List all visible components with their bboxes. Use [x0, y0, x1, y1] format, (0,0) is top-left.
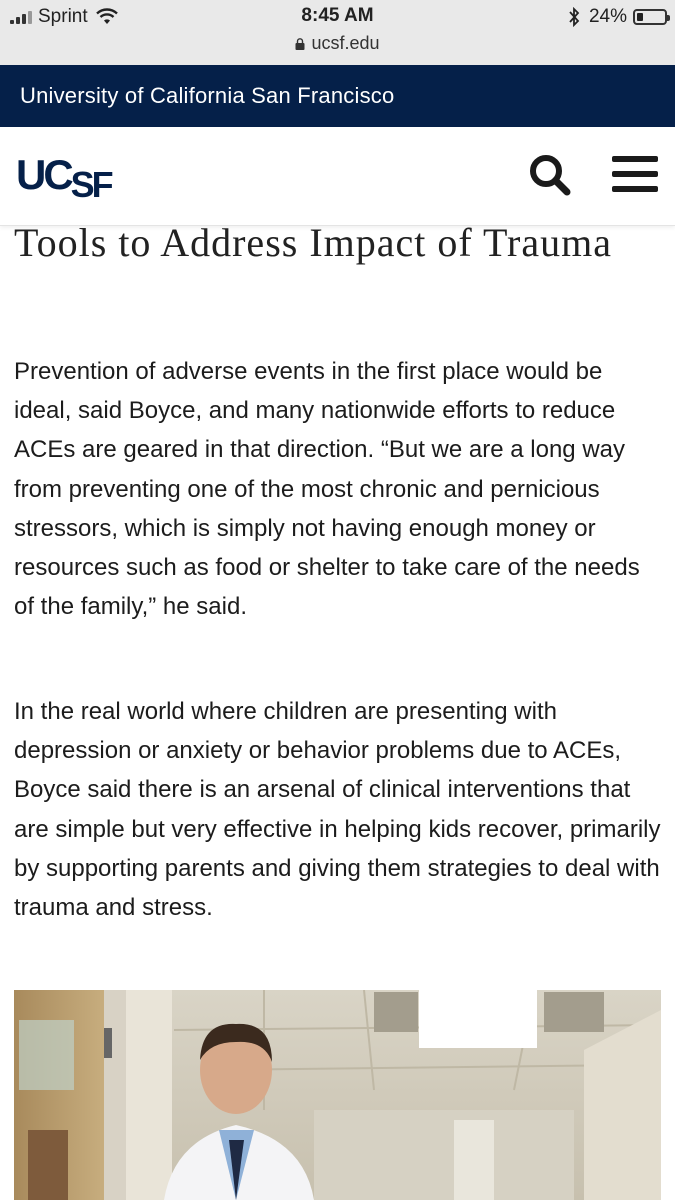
carrier-name: Sprint: [38, 6, 88, 27]
ucsf-logo[interactable]: [16, 151, 111, 205]
bluetooth-icon: [567, 7, 581, 27]
logo-uc: UC: [16, 151, 71, 198]
url-text: ucsf.edu: [311, 33, 380, 53]
section-heading: Tools to Address Impact of Trauma: [14, 220, 612, 265]
status-time: 8:45 AM: [301, 5, 374, 26]
banner-title[interactable]: University of California San Francisco: [20, 83, 395, 108]
menu-icon[interactable]: [612, 156, 658, 194]
battery-percent: 24%: [588, 6, 627, 27]
article-paragraph-1: Prevention of adverse events in the first place would be ideal, said Boyce, and many nationwide efforts to reduce ACEs are geared in that direction. “But we are a long way from preventing one of the most chronic and pernicious stressors, which is simply not having enough money or resources such as food or shelter to take care of the needs of the family,” he said.: [14, 358, 640, 621]
article-photo: [14, 990, 661, 1200]
address-bar[interactable]: [0, 33, 675, 54]
lock-icon: [295, 38, 305, 50]
university-banner: [0, 65, 675, 127]
site-header: [0, 127, 675, 226]
search-icon[interactable]: [528, 153, 572, 197]
status-right: [567, 6, 667, 28]
battery-fill: [637, 13, 643, 21]
article-paragraph-2: In the real world where children are presenting with depression or anxiety or behavior problems due to ACEs, Boyce said there is an arsenal of clinical interventions that are simple but very effective in helping kids recover, primarily by supporting parents and giving them strategies to deal with trauma and stress.: [14, 698, 661, 922]
photo-illustration: [14, 990, 661, 1200]
logo-sf: SF: [70, 164, 111, 205]
status-bar: [0, 0, 675, 65]
battery-icon: [633, 9, 667, 25]
